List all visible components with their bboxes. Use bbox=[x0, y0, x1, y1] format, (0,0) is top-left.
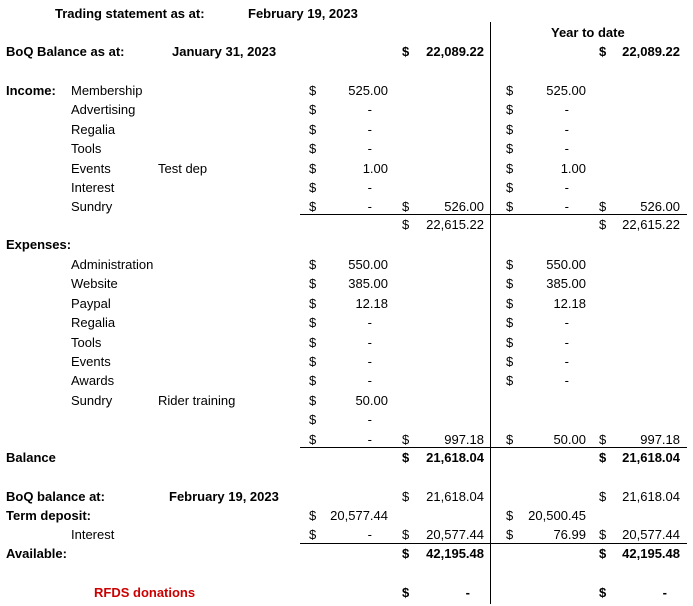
interest-cur-dollar: $ bbox=[309, 527, 317, 542]
income-subtotal-cur: 22,615.22 bbox=[426, 217, 484, 232]
ytd-dollar-sign: $ bbox=[506, 83, 514, 98]
line-item-name: Events bbox=[71, 160, 111, 176]
closing-ytd-dollar: $ bbox=[599, 489, 607, 504]
line-item-cur-total: 526.00 bbox=[444, 199, 484, 215]
line-item-ytd-value: 525.00 bbox=[546, 83, 586, 98]
statement-title: Trading statement as at: bbox=[55, 6, 205, 21]
line-item-cur-value: - bbox=[367, 354, 372, 369]
cur-dollar-sign: $ bbox=[309, 373, 317, 389]
line-item-ytd-value: 550.00 bbox=[546, 257, 586, 272]
line-item-name: Tools bbox=[71, 141, 102, 157]
line-item-cur-value: 385.00 bbox=[348, 276, 388, 292]
line-item-name: Awards bbox=[71, 373, 115, 389]
line-item-cur-value: - bbox=[367, 412, 372, 428]
ytd-dollar-sign: $ bbox=[506, 160, 514, 176]
cur-total-dollar-sign: $ bbox=[402, 199, 410, 215]
available-ytd-value: 42,195.48 bbox=[622, 546, 680, 561]
ytd-dollar-sign: $ bbox=[506, 295, 514, 311]
term-deposit-ytd-value: 20,500.45 bbox=[528, 508, 586, 523]
ytd-dollar-sign: $ bbox=[506, 431, 514, 447]
line-item-note: Rider training bbox=[158, 392, 236, 408]
line-item-cur-value: 550.00 bbox=[348, 257, 388, 272]
column-divider bbox=[490, 22, 491, 604]
line-item-cur-value: 1.00 bbox=[362, 160, 388, 176]
cur-dollar-sign: $ bbox=[309, 412, 317, 428]
cur-dollar-sign: $ bbox=[309, 199, 317, 215]
ytd-header: Year to date bbox=[551, 25, 625, 40]
line-item-name: Interest bbox=[71, 180, 115, 195]
line-item-name: Administration bbox=[71, 257, 154, 272]
rfds-ytd-value: - bbox=[662, 585, 667, 600]
available-label: Available: bbox=[6, 546, 67, 561]
cur-dollar-sign: $ bbox=[309, 276, 317, 292]
opening-cur-dollar: $ bbox=[402, 44, 410, 59]
available-rule bbox=[300, 543, 687, 544]
line-item-name: Events bbox=[71, 354, 111, 369]
balance-ytd-value: 21,618.04 bbox=[622, 450, 680, 465]
td-total-ytd-value: 20,577.44 bbox=[622, 527, 680, 542]
cur-total-dollar-sign: $ bbox=[402, 431, 410, 447]
ytd-dollar-sign: $ bbox=[506, 334, 514, 350]
balance-ytd-dollar: $ bbox=[599, 450, 607, 465]
opening-ytd-value: 22,089.22 bbox=[622, 44, 680, 59]
available-ytd-dollar: $ bbox=[599, 546, 607, 561]
opening-label: BoQ Balance as at: bbox=[6, 44, 125, 59]
opening-ytd-dollar: $ bbox=[599, 44, 607, 59]
rfds-ytd-dollar: $ bbox=[599, 585, 607, 600]
income-label: Income: bbox=[6, 83, 56, 98]
ytd-total-dollar-sign: $ bbox=[599, 199, 607, 215]
line-item-cur-value: 50.00 bbox=[355, 392, 388, 408]
line-item-cur-value: - bbox=[367, 334, 372, 350]
line-item-ytd-total: 997.18 bbox=[640, 431, 680, 447]
line-item-name: Regalia bbox=[71, 315, 116, 331]
line-item-name: Regalia bbox=[71, 121, 116, 137]
ytd-dollar-sign: $ bbox=[506, 141, 514, 157]
line-item-name: Sundry bbox=[71, 392, 113, 408]
line-item-ytd-value: 12.18 bbox=[553, 295, 586, 311]
cur-dollar-sign: $ bbox=[309, 83, 317, 98]
cur-dollar-sign: $ bbox=[309, 392, 317, 408]
ytd-dollar-sign: $ bbox=[506, 180, 514, 195]
line-item-cur-value: - bbox=[367, 315, 372, 331]
cur-dollar-sign: $ bbox=[309, 431, 317, 447]
available-cur-value: 42,195.48 bbox=[426, 546, 484, 561]
interest-cur-value: - bbox=[367, 527, 372, 542]
ytd-total-dollar-sign: $ bbox=[599, 431, 607, 447]
balance-label: Balance bbox=[6, 450, 56, 465]
line-item-ytd-value: 385.00 bbox=[546, 276, 586, 292]
line-item-cur-total: 997.18 bbox=[444, 431, 484, 447]
closing-ytd-value: 21,618.04 bbox=[622, 489, 680, 504]
cur-dollar-sign: $ bbox=[309, 141, 317, 157]
ytd-dollar-sign: $ bbox=[506, 354, 514, 369]
expenses-label: Expenses: bbox=[6, 237, 72, 252]
line-item-cur-value: 12.18 bbox=[355, 295, 388, 311]
line-item-ytd-value: 1.00 bbox=[560, 160, 586, 176]
line-item-ytd-value: - bbox=[564, 102, 569, 118]
line-item-cur-value: - bbox=[367, 121, 372, 137]
line-item-name: Paypal bbox=[71, 295, 111, 311]
income-total-rule bbox=[300, 214, 687, 215]
cur-dollar-sign: $ bbox=[309, 295, 317, 311]
line-item-ytd-value: - bbox=[564, 334, 569, 350]
closing-cur-dollar: $ bbox=[402, 489, 410, 504]
balance-cur-value: 21,618.04 bbox=[426, 450, 484, 465]
td-total-cur-value: 20,577.44 bbox=[426, 527, 484, 542]
cur-dollar-sign: $ bbox=[309, 334, 317, 350]
income-subtotal-cur-dollar: $ bbox=[402, 217, 410, 232]
line-item-cur-value: - bbox=[367, 102, 372, 118]
cur-dollar-sign: $ bbox=[309, 160, 317, 176]
ytd-dollar-sign: $ bbox=[506, 276, 514, 292]
line-item-ytd-value: - bbox=[564, 199, 569, 215]
line-item-cur-value: - bbox=[367, 180, 372, 195]
income-subtotal-ytd: 22,615.22 bbox=[622, 217, 680, 232]
line-item-cur-value: - bbox=[367, 431, 372, 447]
line-item-name: Membership bbox=[71, 83, 143, 98]
cur-dollar-sign: $ bbox=[309, 102, 317, 118]
cur-dollar-sign: $ bbox=[309, 180, 317, 195]
interest-label: Interest bbox=[71, 527, 115, 542]
line-item-ytd-value: - bbox=[564, 373, 569, 389]
line-item-ytd-value: - bbox=[564, 121, 569, 137]
ytd-dollar-sign: $ bbox=[506, 373, 514, 389]
rfds-label: RFDS donations bbox=[94, 585, 196, 600]
closing-label: BoQ balance at: bbox=[6, 489, 105, 504]
cur-dollar-sign: $ bbox=[309, 121, 317, 137]
term-deposit-label: Term deposit: bbox=[6, 508, 91, 523]
balance-cur-dollar: $ bbox=[402, 450, 410, 465]
line-item-ytd-value: - bbox=[564, 141, 569, 157]
rfds-cur-dollar: $ bbox=[402, 585, 410, 600]
line-item-cur-value: - bbox=[367, 373, 372, 389]
ytd-dollar-sign: $ bbox=[506, 257, 514, 272]
line-item-name: Sundry bbox=[71, 199, 113, 215]
ytd-dollar-sign: $ bbox=[506, 199, 514, 215]
expenses-total-rule bbox=[300, 447, 687, 448]
line-item-cur-value: - bbox=[367, 199, 372, 215]
ytd-dollar-sign: $ bbox=[506, 121, 514, 137]
line-item-name: Tools bbox=[71, 334, 102, 350]
line-item-ytd-value: 50.00 bbox=[553, 431, 586, 447]
interest-ytd-dollar: $ bbox=[506, 527, 514, 542]
cur-dollar-sign: $ bbox=[309, 257, 317, 272]
ytd-dollar-sign: $ bbox=[506, 102, 514, 118]
opening-cur-value: 22,089.22 bbox=[426, 44, 484, 59]
opening-date: January 31, 2023 bbox=[172, 44, 277, 59]
line-item-cur-value: 525.00 bbox=[348, 83, 388, 98]
income-subtotal-ytd-dollar: $ bbox=[599, 217, 607, 232]
line-item-ytd-value: - bbox=[564, 354, 569, 369]
td-total-ytd-dollar: $ bbox=[599, 527, 607, 542]
cur-dollar-sign: $ bbox=[309, 354, 317, 369]
closing-cur-value: 21,618.04 bbox=[426, 489, 484, 504]
line-item-name: Advertising bbox=[71, 102, 136, 118]
line-item-cur-value: - bbox=[367, 141, 372, 157]
cur-dollar-sign: $ bbox=[309, 315, 317, 331]
line-item-name: Website bbox=[71, 276, 118, 292]
line-item-ytd-value: - bbox=[564, 315, 569, 331]
rfds-cur-value: - bbox=[465, 585, 470, 600]
term-deposit-cur-dollar: $ bbox=[309, 508, 317, 523]
ytd-dollar-sign: $ bbox=[506, 315, 514, 331]
line-item-ytd-value: - bbox=[564, 180, 569, 195]
line-item-note: Test dep bbox=[158, 160, 208, 176]
interest-ytd-value: 76.99 bbox=[553, 527, 586, 542]
term-deposit-ytd-dollar: $ bbox=[506, 508, 514, 523]
line-item-ytd-total: 526.00 bbox=[640, 199, 680, 215]
statement-date: February 19, 2023 bbox=[248, 6, 358, 21]
closing-date: February 19, 2023 bbox=[169, 489, 279, 504]
term-deposit-cur-value: 20,577.44 bbox=[330, 508, 388, 523]
td-total-cur-dollar: $ bbox=[402, 527, 410, 542]
available-cur-dollar: $ bbox=[402, 546, 410, 561]
